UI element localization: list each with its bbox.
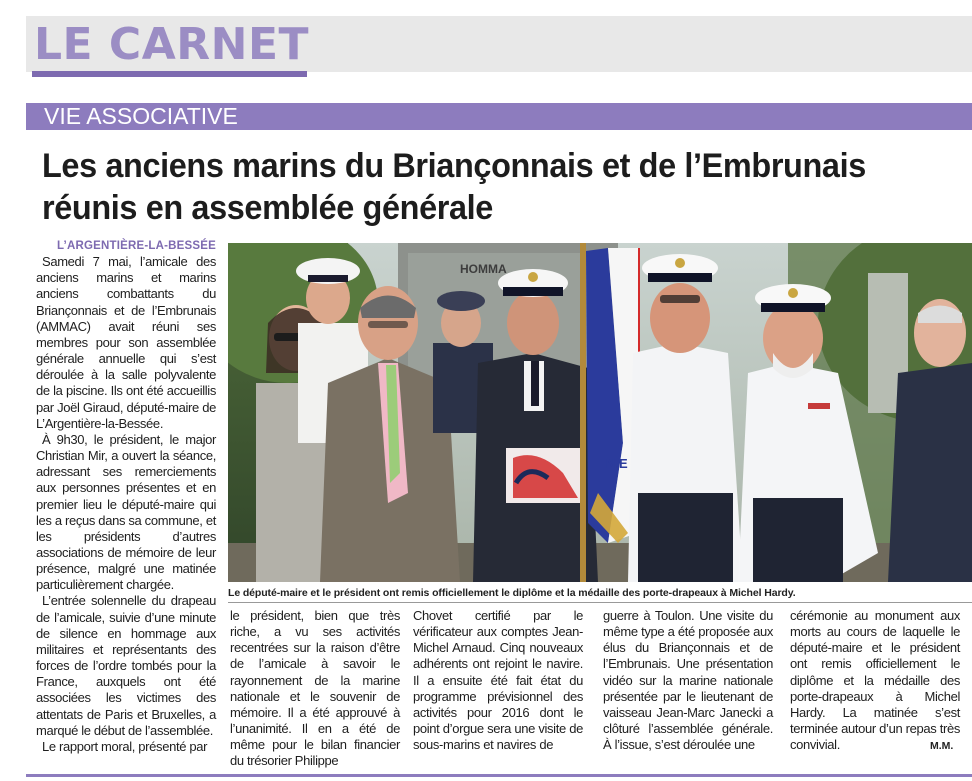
section-title: LE CARNET [34,19,310,70]
section-title-underline [32,71,307,77]
article-column-4: guerre à Toulon. Une visite du même type a été proposée aux élus du Briançonnais et de l’Embrunais. Une présentation vidéo sur la marine nationale présentée par le lieutenant de vaisseau Jean-Marc Janecki a clôturé l’assemblée générale. À l’issue, s’est déroulée une [603,608,773,753]
article-paragraph-1: Samedi 7 mai, l’amicale des anciens marins et marins anciens combattants du Briançonnais et de l’Embrunais (AMMAC) avait réuni ses membres pour son assemblée générale annuelle qui s’est déroulée à la salle polyvalente de la piscine. Ils ont été accueillis par Joël Giraud, député-maire de L’Argentière-la-Bessée. [36,254,216,431]
rubrique-label: VIE ASSOCIATIVE [44,103,238,129]
footer-divider [26,774,972,777]
article-paragraph-4: Le rapport moral, présenté par [42,738,208,754]
dateline: L’ARGENTIÈRE-LA-BESSÉE [56,240,216,252]
article-column-1 [36,238,216,755]
article-paragraph-3: L’entrée solennelle du drapeau de l’amicale, suivie d’une minute de silence en hommage aux militaires et représentants des forces de l’ordre tombés pour la France, auxquels ont été associées les victimes des attentats de Paris et Bruxelles, a marqué le début de l’assemblée. [36,593,216,738]
article-paragraph-2: À 9h30, le président, le major Christian Mir, a ouvert la séance, adressant ses remerciements aux personnes présentes et en premier lieu le député-maire qui les a reçus dans sa commune, et les présidents d’autres associations de mémoire de leur présence, malgré une matinée particulièrement chargée. [36,431,216,593]
headline-line-2: réunis en assemblée générale [42,189,493,227]
photo-caption: Le député-maire et le président ont remis officiellement le diplôme et la médaille des porte-drapeaux à Michel Hardy. [228,587,796,599]
article-photo [228,243,972,582]
article-column-5: cérémonie au monument aux morts au cours de laquelle le député-maire et le président ont remis officiellement le diplôme et la médaille des porte-drapeaux à Michel Hardy. La matinée s’est terminée autour d’un repas très convivial. [790,608,960,753]
article-headline [42,145,888,229]
author-signature: M.M. [930,740,954,752]
article-column-3: Chovet certifié par le vérificateur aux comptes Jean-Michel Arnaud. Cinq nouveaux adhérents ont rejoint le navire. Il a ensuite été fait état du programme prévisionnel des activités pour 2016 dont le point d’orgue sera une visite de sous-marins et navires de [413,608,583,753]
caption-divider [228,602,972,603]
monument-inscription: HOMMA [460,262,507,276]
flag-inscription: N.E [606,456,628,471]
headline-line-1: Les anciens marins du Briançonnais et de l’Embrunais [42,147,866,185]
article-column-2: le président, bien que très riche, a vu ses activités recentrées sur la raison d’être de l’amicale à savoir le rayonnement de la marine nationale et le souvenir de mémoire. Il a été approuvé à l’unanimité. Il en a été de même pour le bilan financier du trésorier Philippe [230,608,400,769]
